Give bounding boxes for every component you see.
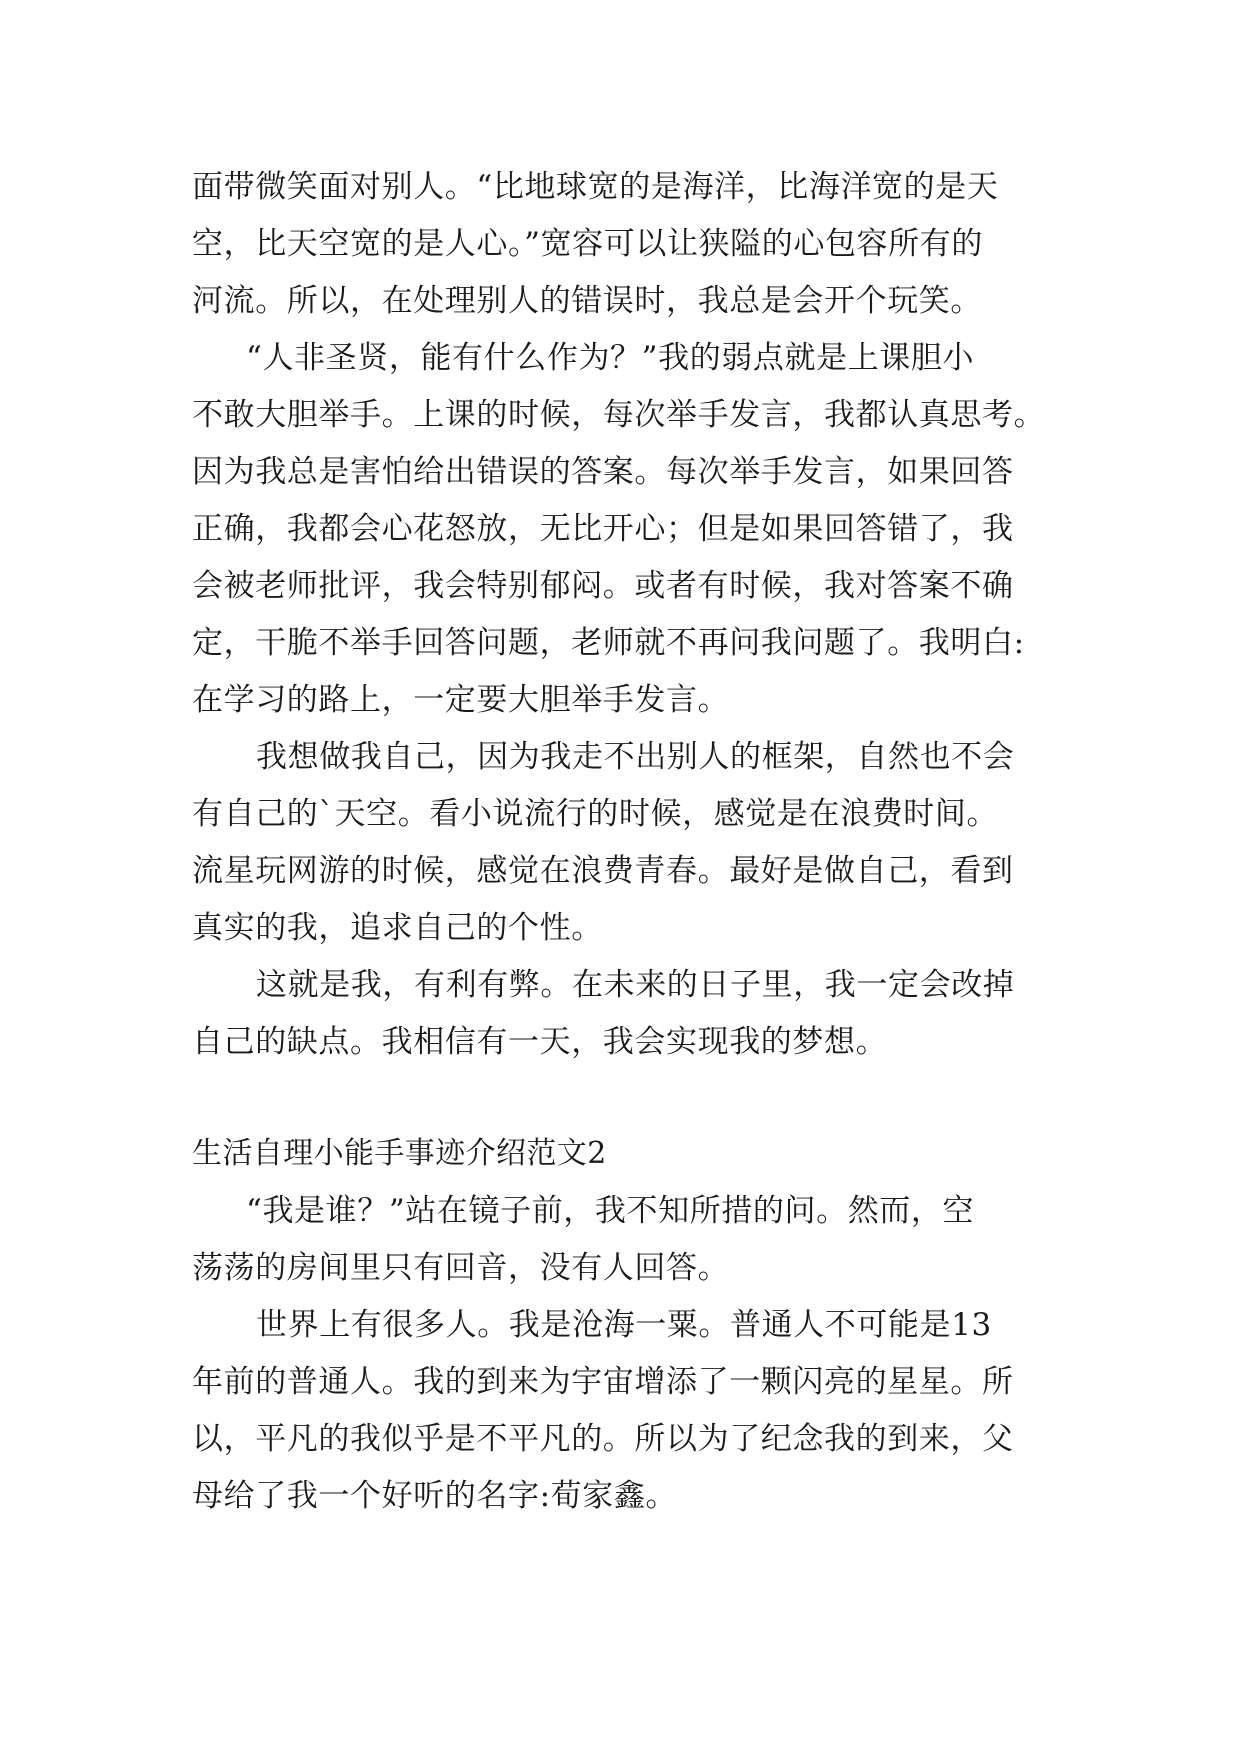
paragraph-1-line-1: 面带微笑面对别人。“比地球宽的是海洋，比海洋宽的是天: [192, 169, 999, 205]
paragraph-5-line-2: 荡荡的房间里只有回音，没有人回答。: [192, 1250, 730, 1286]
paragraph-4-line-2: 自己的缺点。我相信有一天，我会实现我的梦想。: [192, 1024, 888, 1060]
paragraph-1-line-2: 空，比天空宽的是人心。”宽容可以让狭隘的心包容所有的: [192, 226, 983, 262]
paragraph-3-line-1: 我想做我自己，因为我走不出别人的框架，自然也不会: [256, 739, 1015, 775]
section-heading: 生活自理小能手事迹介绍范文2: [192, 1136, 607, 1171]
paragraph-2-line-1: “人非圣贤，能有什么作为？”我的弱点就是上课胆小: [246, 340, 975, 376]
paragraph-6-line-2: 年前的普通人。我的到来为宇宙增添了一颗闪亮的星星。所: [192, 1364, 1014, 1400]
paragraph-2-line-5: 会被老师批评，我会特别郁闷。或者有时候，我对答案不确: [192, 568, 1014, 604]
paragraph-2-line-4: 正确，我都会心花怒放，无比开心；但是如果回答错了，我: [192, 511, 1014, 547]
paragraph-2-line-2: 不敢大胆举手。上课的时候，每次举手发言，我都认真思考。: [192, 397, 1046, 433]
paragraph-3-line-2: 有自己的`天空。看小说流行的时候，感觉是在浪费时间。: [192, 796, 999, 832]
paragraph-3-line-3: 流星玩网游的时候，感觉在浪费青春。最好是做自己，看到: [192, 853, 1014, 889]
paragraph-6-line-3: 以，平凡的我似乎是不平凡的。所以为了纪念我的到来，父: [192, 1421, 1014, 1457]
paragraph-2-line-7: 在学习的路上，一定要大胆举手发言。: [192, 682, 730, 718]
paragraph-1-line-3: 河流。所以，在处理别人的错误时，我总是会开个玩笑。: [192, 283, 982, 319]
paragraph-2-line-3: 因为我总是害怕给出错误的答案。每次举手发言，如果回答: [192, 454, 1014, 490]
paragraph-3-line-4: 真实的我，追求自己的个性。: [192, 910, 603, 946]
paragraph-6-line-1: 世界上有很多人。我是沧海一粟。普通人不可能是13: [256, 1307, 992, 1343]
paragraph-2-line-6: 定，干脆不举手回答问题，老师就不再问我问题了。我明白:: [192, 625, 1025, 661]
paragraph-4-line-1: 这就是我，有利有弊。在未来的日子里，我一定会改掉: [256, 967, 1015, 1003]
paragraph-6-line-4: 母给了我一个好听的名字:荀家鑫。: [192, 1478, 678, 1514]
paragraph-5-line-1: “我是谁？”站在镜子前，我不知所措的问。然而，空: [246, 1193, 975, 1229]
